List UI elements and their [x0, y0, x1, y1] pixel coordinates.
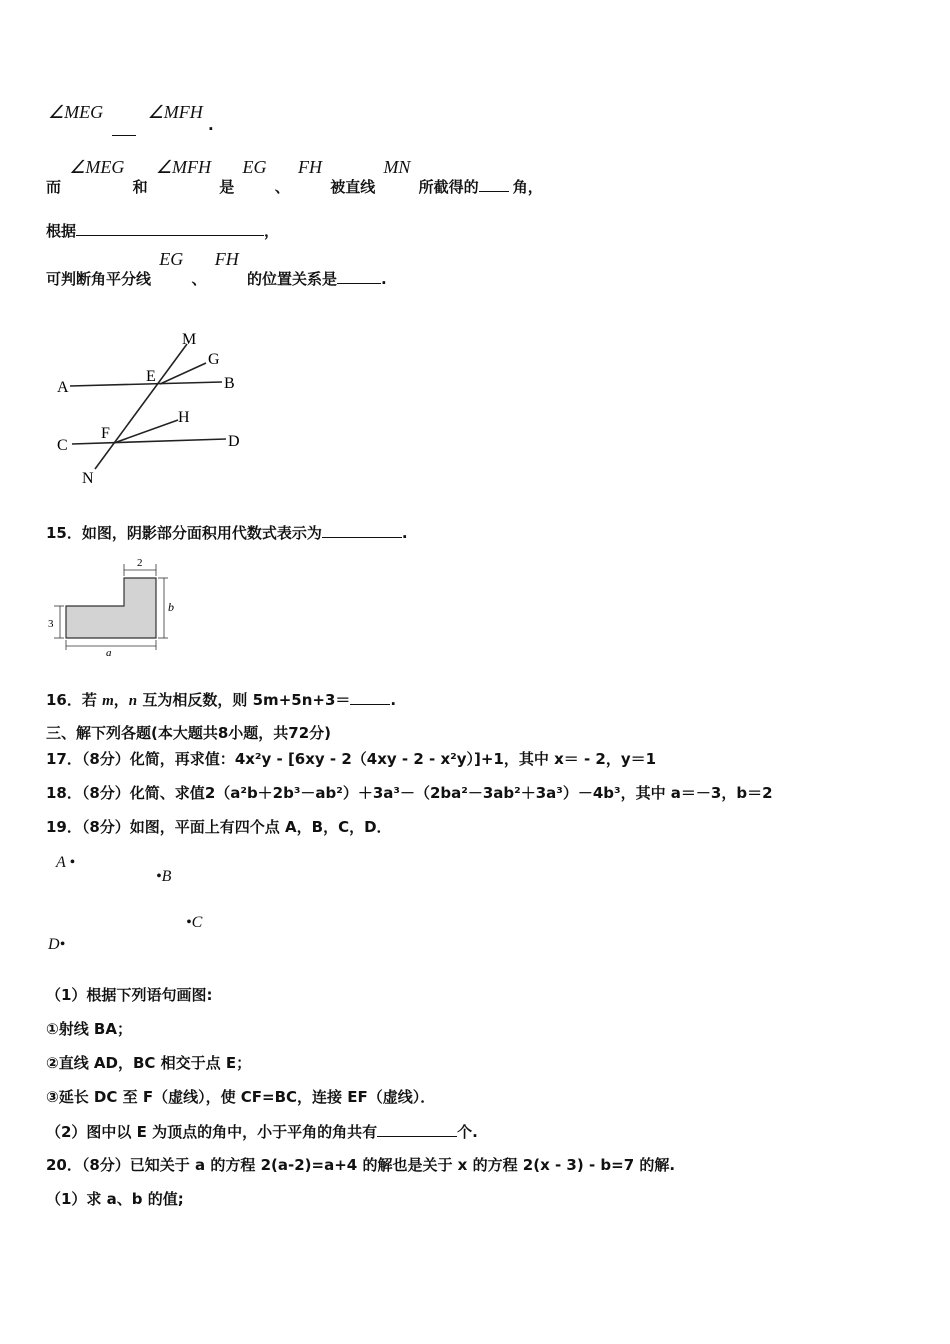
label-b: B	[224, 375, 235, 392]
label-e: E	[146, 368, 156, 385]
q15-question: 15．如图，阴影部分面积用代数式表示为	[46, 524, 322, 542]
blank-relation	[112, 121, 136, 136]
q14-line2	[46, 157, 543, 196]
blank-reason	[76, 221, 264, 236]
q18-text	[46, 783, 773, 803]
text-end: 角，	[512, 178, 543, 196]
label-h: H	[178, 409, 190, 426]
line-fh-2: FH	[214, 249, 239, 269]
q19-sub2	[46, 1122, 478, 1142]
point-b: •B	[156, 868, 172, 885]
q17-text	[46, 749, 656, 769]
label-3: 3	[48, 618, 54, 630]
var-n: n	[128, 693, 138, 709]
shaded-area-figure	[44, 556, 184, 660]
q17-expr: 4x²y - [6xy - 2（4xy - 2 - x²y）]+1，其中 x＝ - 2，y＝1	[234, 750, 657, 768]
line-cd	[72, 439, 226, 444]
angle-mfh-2: ∠MFH	[155, 157, 211, 177]
blank-angle-count	[377, 1122, 457, 1137]
label-d: D	[228, 433, 240, 450]
q18-expr: 2（a²b＋2b³－ab²）＋3a³－（2ba²－3ab²＋3a³）－4b³，其中 a＝－3，b＝2	[204, 784, 773, 802]
q19-lead: 19．（8分）如图，平面上有四个点 A，B，C，D．	[46, 818, 392, 836]
blank-position	[337, 269, 381, 284]
q14-line1	[48, 102, 214, 134]
label-c: C	[57, 437, 68, 454]
period: .	[207, 116, 214, 134]
blank-angle-type	[479, 177, 509, 192]
line-mn: MN	[383, 157, 411, 177]
q14-line4	[46, 249, 387, 288]
q19-sub2-end: 个.	[457, 1123, 478, 1141]
q16-expr: 5m+5n+3＝	[252, 691, 351, 709]
section-three-heading: 三、解下列各题(本大题共8小题，共72分)	[46, 724, 332, 742]
text-period: .	[380, 270, 387, 288]
text-comma: ，	[264, 222, 280, 240]
label-a-bottom: a	[106, 647, 112, 659]
line-eg: EG	[242, 157, 267, 177]
q19-sub1: （1）根据下列语句画图:	[46, 986, 213, 1004]
text-dun-2: 、	[191, 270, 207, 288]
label-2: 2	[137, 557, 143, 569]
parallel-lines-figure	[40, 328, 260, 493]
text-cut-by: 被直线	[330, 178, 376, 196]
q19-item2: ②直线 AD，BC 相交于点 E；	[46, 1054, 252, 1072]
text-relation: 的位置关系是	[246, 270, 337, 288]
q16-period: .	[390, 691, 397, 709]
point-a: A •	[56, 854, 76, 871]
q19-sub2-text: （2）图中以 E 为顶点的角中，小于平角的角共有	[46, 1123, 378, 1141]
label-m: M	[182, 331, 197, 348]
q14-line3	[46, 221, 279, 241]
text-genju: 根据	[46, 222, 77, 240]
q16-mid: 互为相反数，则	[142, 691, 248, 709]
q16-lead: 16．若	[46, 691, 97, 709]
angle-mfh: ∠MFH	[147, 102, 203, 122]
var-m: m	[102, 693, 114, 709]
q15-text	[46, 523, 408, 543]
text-he: 和	[132, 178, 148, 196]
q20-lead: 20．（8分）已知关于 a 的方程 2(a-2)=a+4 的解也是关于 x 的方程 2(x - 3) - b=7 的解.	[46, 1156, 676, 1174]
text-er: 而	[46, 178, 62, 196]
line-mn	[95, 344, 187, 469]
label-g: G	[208, 351, 220, 368]
angle-meg-2: ∠MEG	[69, 157, 125, 177]
q15-period: .	[401, 524, 408, 542]
ray-eg	[160, 363, 206, 384]
ray-fh	[114, 420, 178, 443]
q20-sub1: （1）求 a、b 的值;	[46, 1190, 184, 1208]
q16-text	[46, 690, 396, 711]
point-d: D•	[48, 936, 66, 953]
point-c: •C	[186, 914, 203, 931]
label-f: F	[101, 425, 110, 442]
q19-item3: ③延长 DC 至 F（虚线），使 CF=BC，连接 EF（虚线）．	[46, 1088, 436, 1106]
label-n: N	[82, 470, 94, 487]
q16-comma: ，	[113, 691, 129, 709]
angle-meg: ∠MEG	[48, 102, 104, 122]
text-suffix: 所截得的	[418, 178, 479, 196]
blank-area	[322, 523, 402, 538]
text-judge: 可判断角平分线	[46, 270, 152, 288]
q18-lead: 18．（8分）化简、求值	[46, 784, 205, 802]
label-b-side: b	[168, 600, 174, 614]
label-a: A	[57, 379, 69, 396]
line-eg-2: EG	[159, 249, 184, 269]
q19-points-figure	[46, 850, 246, 960]
text-dun: 、	[274, 178, 290, 196]
blank-q16	[350, 690, 390, 705]
q17-lead: 17．（8分）化简，再求值：	[46, 750, 235, 768]
shaded-region	[66, 578, 156, 638]
q19-item1: ①射线 BA；	[46, 1020, 132, 1038]
text-shi: 是	[219, 178, 235, 196]
line-fh: FH	[297, 157, 322, 177]
